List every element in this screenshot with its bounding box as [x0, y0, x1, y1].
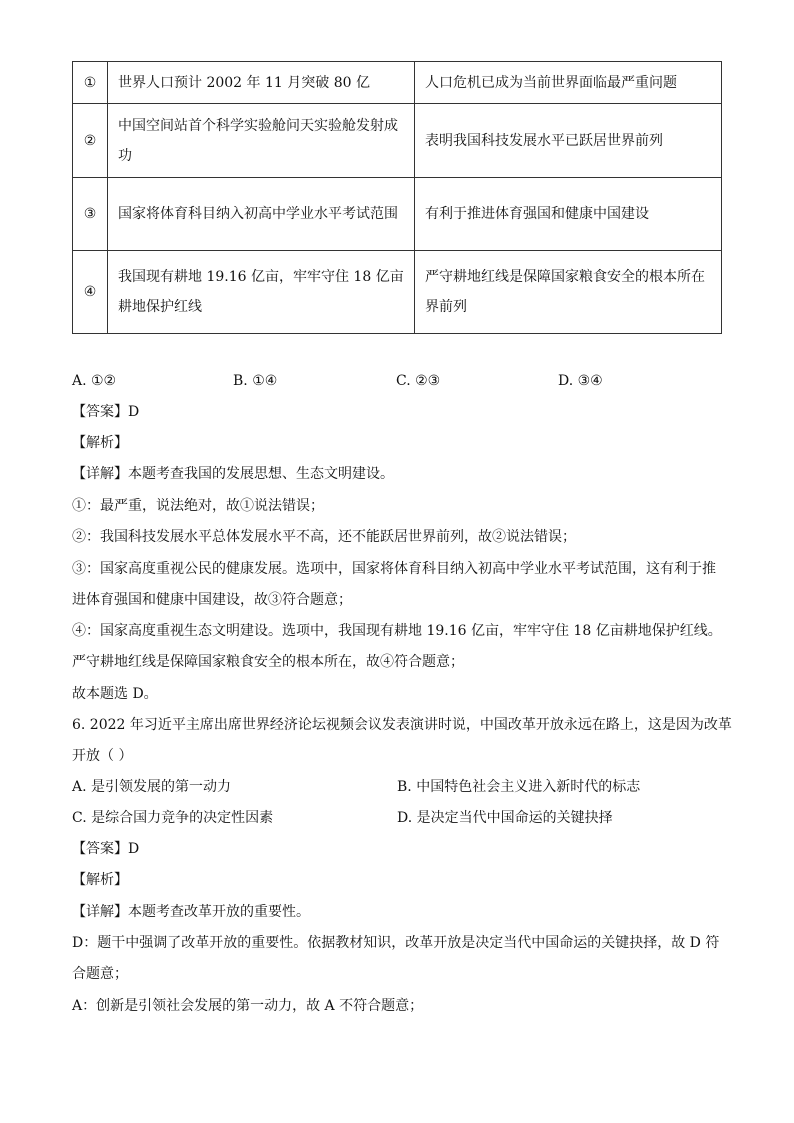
q6-point-d-a: D：题干中强调了改革开放的重要性。依据教材知识，改革开放是决定当代中国命运的关键抉择，故 D 符 [72, 935, 720, 951]
q6-point-d-b: 合题意； [72, 966, 128, 982]
q6-point-a: A：创新是引领社会发展的第一动力，故 A 不符合题意； [72, 998, 424, 1014]
q5-option-b: B. ①④ [233, 373, 278, 389]
q6-answer: 【答案】D [72, 841, 140, 857]
table-row [73, 62, 722, 104]
q5-point-1: ①：最严重，说法绝对，故①说法错误； [72, 498, 324, 514]
q6-option-d: D. 是决定当代中国命运的关键抉择 [397, 810, 613, 826]
row-number: ③ [73, 178, 108, 251]
row-view: 表明我国科技发展水平已跃居世界前列 [415, 104, 722, 178]
table-row [73, 104, 722, 178]
row-fact: 世界人口预计 2002 年 11 月突破 80 亿 [108, 62, 415, 104]
q5-option-a: A. ①② [72, 373, 117, 389]
row-fact: 中国空间站首个科学实验舱问天实验舱发射成功 [108, 104, 415, 178]
row-number: ② [73, 104, 108, 178]
q5-detail: 【详解】本题考查我国的发展思想、生态文明建设。 [72, 466, 394, 482]
q5-analysis-heading: 【解析】 [72, 435, 128, 451]
row-view: 人口危机已成为当前世界面临最严重问题 [415, 62, 722, 104]
q6-stem-line-1: 6. 2022 年习近平主席出席世界经济论坛视频会议发表演讲时说，中国改革开放永远在路上，这是因为改革 [72, 717, 732, 733]
row-number: ① [73, 62, 108, 104]
q5-option-d: D. ③④ [558, 373, 603, 389]
q5-point-3a: ③：国家高度重视公民的健康发展。选项中，国家将体育科目纳入初高中学业水平考试范围，这有利于推 [72, 561, 716, 577]
q5-point-4b: 严守耕地红线是保障国家粮食安全的根本所在，故④符合题意； [72, 654, 464, 670]
q6-option-b: B. 中国特色社会主义进入新时代的标志 [397, 779, 641, 795]
q5-option-c: C. ②③ [396, 373, 441, 389]
row-view: 严守耕地红线是保障国家粮食安全的根本所在界前列 [415, 251, 722, 334]
q5-conclusion: 故本题选 D。 [72, 686, 158, 702]
row-fact: 国家将体育科目纳入初高中学业水平考试范围 [108, 178, 415, 251]
q5-point-3b: 进体育强国和健康中国建设，故③符合题意； [72, 592, 352, 608]
q6-analysis-heading: 【解析】 [72, 872, 128, 888]
q5-answer: 【答案】D [72, 404, 140, 420]
q6-stem-line-2: 开放（ ） [72, 748, 133, 764]
statements-table [72, 61, 722, 334]
q5-point-4a: ④：国家高度重视生态文明建设。选项中，我国现有耕地 19.16 亿亩，牢牢守住 18 亿亩耕地保护红线。 [72, 623, 722, 639]
row-view: 有利于推进体育强国和健康中国建设 [415, 178, 722, 251]
q6-option-c: C. 是综合国力竞争的决定性因素 [72, 810, 274, 826]
row-number: ④ [73, 251, 108, 334]
row-fact: 我国现有耕地 19.16 亿亩，牢牢守住 18 亿亩耕地保护红线 [108, 251, 415, 334]
q6-detail: 【详解】本题考查改革开放的重要性。 [72, 904, 310, 920]
table-row [73, 178, 722, 251]
q6-option-a: A. 是引领发展的第一动力 [72, 779, 232, 795]
q5-point-2: ②：我国科技发展水平总体发展水平不高，还不能跃居世界前列，故②说法错误； [72, 529, 576, 545]
table-row [73, 251, 722, 334]
